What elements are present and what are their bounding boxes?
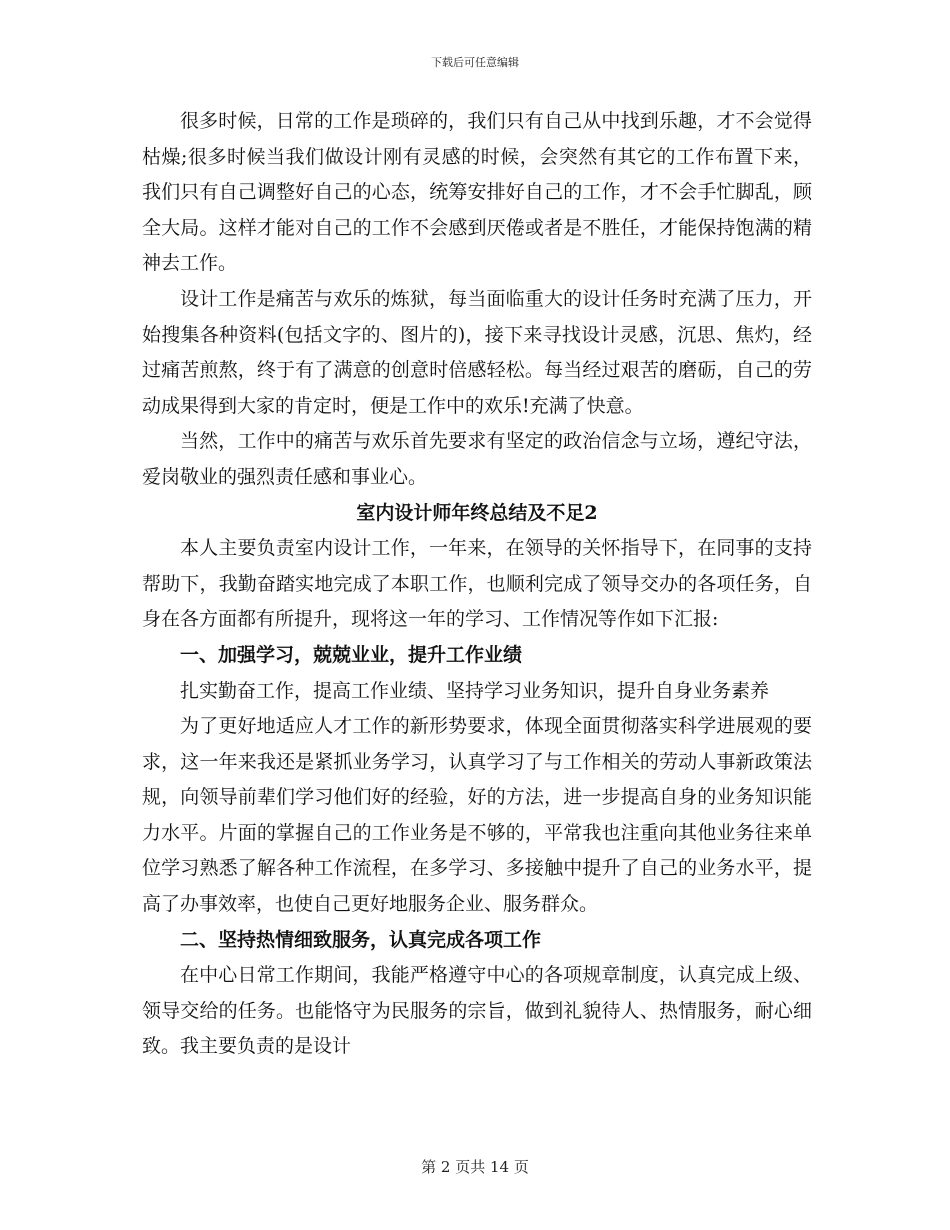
section-title: 室内设计师年终总结及不足2: [356, 501, 598, 524]
paragraph: 设计工作是痛苦与欢乐的炼狱，每当面临重大的设计任务时充满了压力，开始搜集各种资料(包括文字的、图片的)，接下来寻找设计灵感，沉思、焦灼，经过痛苦煎熬，终于有了满意的创意时倍感轻松。每当经过艰苦的磨砺，自己的劳动成果得到大家的肯定时，便是工作中的欢乐!充满了快意。: [142, 287, 812, 417]
paragraph: 本人主要负责室内设计工作，一年来，在领导的关怀指导下，在同事的支持帮助下，我勤奋踏实地完成了本职工作，也顺利完成了领导交办的各项任务，自身在各方面都有所提升，现将这一年的学习、工作情况等作如下汇报:: [142, 537, 812, 631]
paragraph: 当然，工作中的痛苦与欢乐首先要求有坚定的政治信念与立场，遵纪守法，爱岗敬业的强烈责任感和事业心。: [142, 430, 812, 488]
subheading: 二、坚持热情细致服务，认真完成各项工作: [180, 928, 542, 951]
paragraph: 为了更好地适应人才工作的新形势要求，体现全面贯彻落实科学进展观的要求，这一年来我还是紧抓业务学习，认真学习了与工作相关的劳动人事新政策法规，向领导前辈们学习他们好的经验，好的方法，进一步提高自身的业务知识能力水平。片面的掌握自己的工作业务是不够的，平常我也注重向其他业务往来单位学习熟悉了解各种工作流程，在多学习、多接触中提升了自己的业务水平，提高了办事效率，也使自己更好地服务企业、服务群众。: [142, 715, 812, 916]
subheading: 一、加强学习，兢兢业业，提升工作业绩: [180, 643, 523, 666]
page-header: 下载后可任意编辑: [431, 56, 519, 69]
document-body: [142, 104, 812, 1065]
paragraph: 很多时候，日常的工作是琐碎的，我们只有自己从中找到乐趣，才不会觉得枯燥;很多时候当我们做设计刚有灵感的时候，会突然有其它的工作布置下来，我们只有自己调整好自己的心态，统筹安排好自己的工作，才不会手忙脚乱，顾全大局。这样才能对自己的工作不会感到厌倦或者是不胜任，才能保持饱满的精神去工作。: [142, 110, 812, 275]
page-footer: 第 2 页共 14 页: [421, 1158, 529, 1176]
paragraph: 扎实勤奋工作，提高工作业绩、坚持学习业务知识，提升自身业务素养: [180, 679, 770, 702]
paragraph: 在中心日常工作期间，我能严格遵守中心的各项规章制度，认真完成上级、领导交给的任务。也能恪守为民服务的宗旨，做到礼貌待人、热情服务，耐心细致。我主要负责的是设计: [142, 964, 812, 1058]
